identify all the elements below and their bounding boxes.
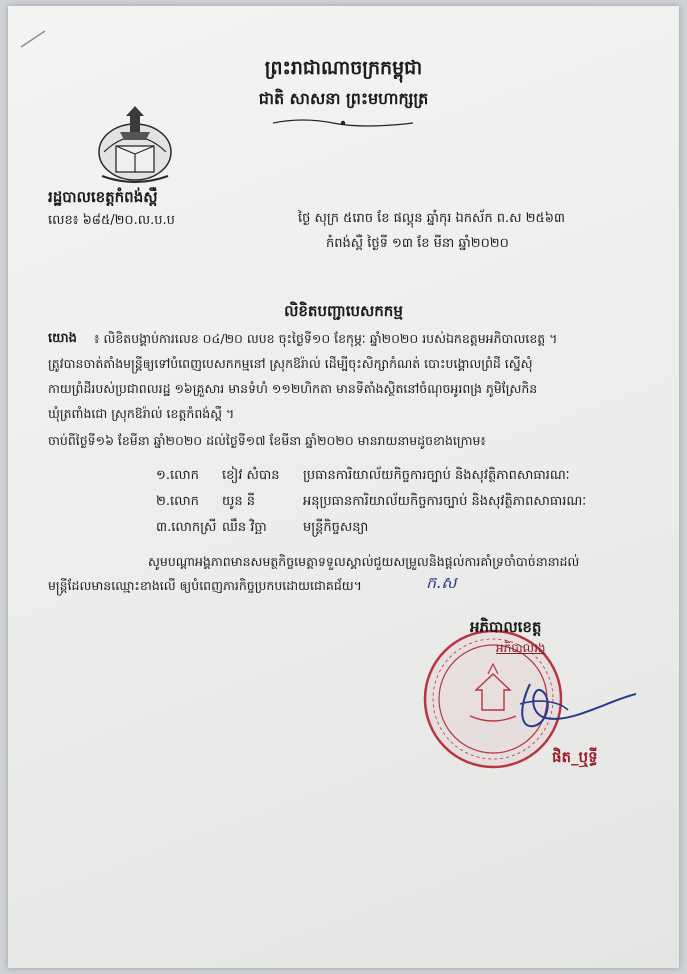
heading-ornament <box>263 116 423 130</box>
reference-label: យោង <box>48 331 77 346</box>
body-line: ត្រូវបានចាត់តាំងមន្ត្រីឲ្យទៅបំពេញបេសកកម្មនៅ ស្រុកឱរ៉ាល់ ដើម្បីចុះសិក្សាកំណត់ បោះបង្គោលព្រំដី ស្នើសុំ <box>48 356 533 371</box>
kingdom-heading: ព្រះរាជាណាចក្រកម្ពុជា <box>264 57 423 79</box>
solar-date: កំពង់ស្ពឺ ថ្ងៃទី ១៣ ខែ មីនា ឆ្នាំ២០២០ <box>326 236 509 251</box>
lunar-date: ថ្ងៃ សុក្រ ៥រោច ខែ ផល្គុន ឆ្នាំកុរ ឯកស័ក ព.ស ២៥៦៣ <box>298 211 566 226</box>
personnel-role: អនុប្រធានការិយាល័យកិច្ចការច្បាប់ និងសុវត្ថិភាពសាធារណៈ <box>303 494 587 509</box>
personnel-role: ប្រធានការិយាល័យកិច្ចការច្បាប់ និងសុវត្ថិភាពសាធារណៈ <box>303 468 570 483</box>
body-line: ឃុំត្រពាំងជោ ស្រុកឱរ៉ាល់ ខេត្តកំពង់ស្ពឺ ។ <box>48 406 235 421</box>
personnel-label: ១.លោក <box>156 468 199 483</box>
signatory-title: អភិបាលខេត្ត <box>470 618 542 636</box>
reference-number: លេខ៖ ៦៨៥/២០.ល.ប.ប <box>48 213 175 228</box>
signatory-subtitle: អភិបាលរង <box>496 641 546 655</box>
national-motto: ជាតិ សាសនា ព្រះមហាក្សត្រ <box>258 89 429 108</box>
personnel-name: យូន នី <box>222 494 256 509</box>
body-line: កាយព្រំដីរបស់ប្រជាពលរដ្ឋ ១៦គ្រួសារ មានទំហំ ១១២ហិកតា មានទីតាំងស្ថិតនៅចំណុចអូរពង្រ ភូមិស្រែកិន <box>48 381 538 396</box>
handwritten-signature <box>490 674 640 744</box>
signatory-name: ផិត_ឬទ្ធី <box>552 748 598 766</box>
body-line: ចាប់ពីថ្ងៃទី១៦ ខែមីនា ឆ្នាំ២០២០ ដល់ថ្ងៃទី១៧ ខែមីនា ឆ្នាំ២០២០ មានរាយនាមដូចខាងក្រោម៖ <box>48 433 486 448</box>
personnel-name: ខៀវ សំបាន <box>222 468 280 483</box>
organization-name: រដ្ឋបាលខេត្តកំពង់ស្ពឺ <box>48 188 158 206</box>
closing-line: មន្ត្រីដែលមានឈ្មោះខាងលើ ឲ្យបំពេញភារកិច្ចប្រកបដោយជោគជ័យ។ <box>48 578 362 593</box>
corner-pen-mark <box>18 28 48 50</box>
personnel-label: ៣.លោកស្រី <box>156 520 217 535</box>
handwritten-initials: ក.ស <box>426 573 457 592</box>
ministry-emblem-icon <box>90 102 180 190</box>
personnel-label: ២.លោក <box>156 494 199 509</box>
personnel-name: ឈឹន វិច្ឆា <box>222 520 267 535</box>
body-line: ៖ លិខិតបង្គាប់ការលេខ ០៤/២០ លបខ ចុះថ្ងៃទី១០ ខែកុម្ភៈ ឆ្នាំ២០២០ របស់ឯកឧត្តមអភិបាលខេត្ត ។ <box>94 331 558 346</box>
closing-line: សូមបណ្តាអង្គភាពមានសមត្ថកិច្ចមេត្តាទទួលស្គាល់ជួយសម្រួលនិងផ្តល់ការគាំទ្រចាំបាច់នានាដល់ <box>148 554 580 569</box>
document-title: លិខិតបញ្ជាបេសកកម្ម <box>284 302 403 320</box>
personnel-role: មន្ត្រីកិច្ចសន្យា <box>303 520 369 535</box>
document-page <box>8 6 679 968</box>
